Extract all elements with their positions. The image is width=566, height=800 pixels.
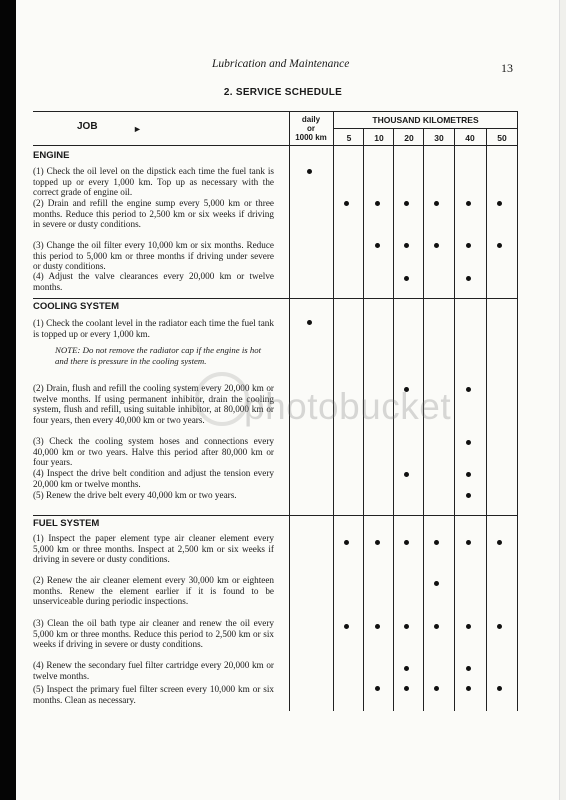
schedule-dot (466, 624, 471, 629)
daily-column-header (290, 115, 332, 142)
schedule-dot (375, 540, 380, 545)
schedule-dot (404, 666, 409, 671)
schedule-dot (344, 201, 349, 206)
daily-header-line2: or (307, 124, 315, 133)
section-title: 2. SERVICE SCHEDULE (223, 87, 343, 98)
schedule-dot (375, 686, 380, 691)
daily-header-line1: daily (301, 115, 321, 124)
km40-col-rule (486, 128, 487, 711)
watermark-logo-icon (195, 372, 249, 426)
schedule-dot (307, 320, 312, 325)
schedule-dot (466, 686, 471, 691)
schedule-dot (466, 276, 471, 281)
schedule-dot (404, 624, 409, 629)
cooling-bottom-rule (33, 515, 517, 516)
schedule-dot (404, 472, 409, 477)
table-right-rule (517, 111, 518, 711)
schedule-dot (466, 493, 471, 498)
schedule-dot (466, 666, 471, 671)
km-col-40: 40 (465, 133, 475, 143)
schedule-dot (497, 686, 502, 691)
schedule-dot (434, 201, 439, 206)
schedule-dot (434, 581, 439, 586)
schedule-dot (466, 387, 471, 392)
running-header: Lubrication and Maintenance (212, 58, 350, 70)
job-column-header: JOB (77, 121, 98, 132)
job-item: (2) Drain, flush and refill the cooling system every 20,000 km or twelve months. If using permanent inhibitor, drain the cooling system, flush and refill, using suitable inhibitor, at 80,000 km or four years, then every 40,000 km or two years. (33, 383, 274, 425)
schedule-dot (466, 472, 471, 477)
thousand-header-rule (333, 128, 517, 129)
km30-col-rule (454, 128, 455, 711)
job-item: (3) Clean the oil bath type air cleaner and renew the oil every 5,000 km or three months. Reduce this period to 2,500 km or six weeks if driving in severe or dusty conditions. (33, 618, 274, 649)
job-item: (4) Adjust the valve clearances every 20,000 km or twelve months. (33, 271, 274, 292)
km-col-50: 50 (497, 133, 507, 143)
scan-left-border (0, 0, 16, 800)
job-item: (5) Inspect the primary fuel filter screen every 10,000 km or six months. Clean as necessary. (33, 684, 274, 705)
schedule-dot (404, 540, 409, 545)
page-number: 13 (501, 61, 513, 75)
schedule-dot (497, 201, 502, 206)
schedule-dot (344, 624, 349, 629)
schedule-dot (404, 201, 409, 206)
schedule-dot (434, 540, 439, 545)
schedule-dot (375, 624, 380, 629)
schedule-dot (404, 686, 409, 691)
section-heading-fuel: FUEL SYSTEM (33, 518, 100, 529)
thousand-km-header: THOUSAND KILOMETRES (372, 115, 479, 125)
engine-bottom-rule (33, 298, 517, 299)
job-item: (2) Drain and refill the engine sump every 5,000 km or three months. Reduce this period to 2,500 km or six weeks if driving in severe or dusty conditions. (33, 198, 274, 229)
job-item: (1) Check the oil level on the dipstick each time the fuel tank is topped up or every 1,000 km. Top up as necessary with the correct grade of engine oil. (33, 166, 274, 197)
km-col-10: 10 (374, 133, 384, 143)
job-item: (1) Check the coolant level in the radiator each time the fuel tank is topped up or every 1,000 km. (33, 318, 274, 339)
schedule-dot (466, 440, 471, 445)
schedule-dot (434, 624, 439, 629)
schedule-dot (497, 243, 502, 248)
watermark-text: photobucket (244, 386, 452, 427)
header-bottom-rule (33, 145, 517, 146)
schedule-dot (375, 201, 380, 206)
km-col-5: 5 (346, 133, 352, 143)
job-item: (5) Renew the drive belt every 40,000 km or two years. (33, 490, 237, 500)
schedule-dot (497, 624, 502, 629)
table-top-rule (33, 111, 517, 112)
schedule-dot (344, 540, 349, 545)
km-col-30: 30 (434, 133, 444, 143)
job-item: (1) Inspect the paper element type air cleaner element every 5,000 km or three months. Inspect at 2,500 km or six weeks if driving in severe or dusty conditions. (33, 533, 274, 564)
job-item: (4) Inspect the drive belt condition and adjust the tension every 20,000 km or twelve months. (33, 468, 274, 489)
km-col-20: 20 (404, 133, 414, 143)
schedule-dot (434, 686, 439, 691)
schedule-dot (375, 243, 380, 248)
schedule-dot (307, 169, 312, 174)
schedule-dot (466, 201, 471, 206)
scan-right-edge (559, 0, 566, 800)
job-item: (3) Change the oil filter every 10,000 km or six months. Reduce this period to 5,000 km or three months if driving under severe or dusty conditions. (33, 240, 274, 271)
section-heading-cooling: COOLING SYSTEM (33, 301, 120, 312)
daily-header-line3: 1000 km (295, 133, 327, 142)
cursor-mark: ► (133, 124, 142, 134)
job-item: (2) Renew the air cleaner element every 30,000 km or eighteen months. Renew the element earlier if it is found to be unserviceable during periodic inspections. (33, 575, 274, 606)
schedule-dot (404, 243, 409, 248)
schedule-dot (497, 540, 502, 545)
cooling-note: NOTE: Do not remove the radiator cap if the engine is hot and there is pressure in the cooling system. (55, 345, 262, 366)
schedule-dot (466, 243, 471, 248)
schedule-dot (404, 276, 409, 281)
schedule-dot (434, 243, 439, 248)
job-item: (4) Renew the secondary fuel filter cartridge every 20,000 km or twelve months. (33, 660, 274, 681)
job-item: (3) Check the cooling system hoses and connections every 40,000 km or two years. Halve this period after 80,000 km or four years. (33, 436, 274, 467)
schedule-dot (466, 540, 471, 545)
section-heading-engine: ENGINE (33, 150, 70, 161)
